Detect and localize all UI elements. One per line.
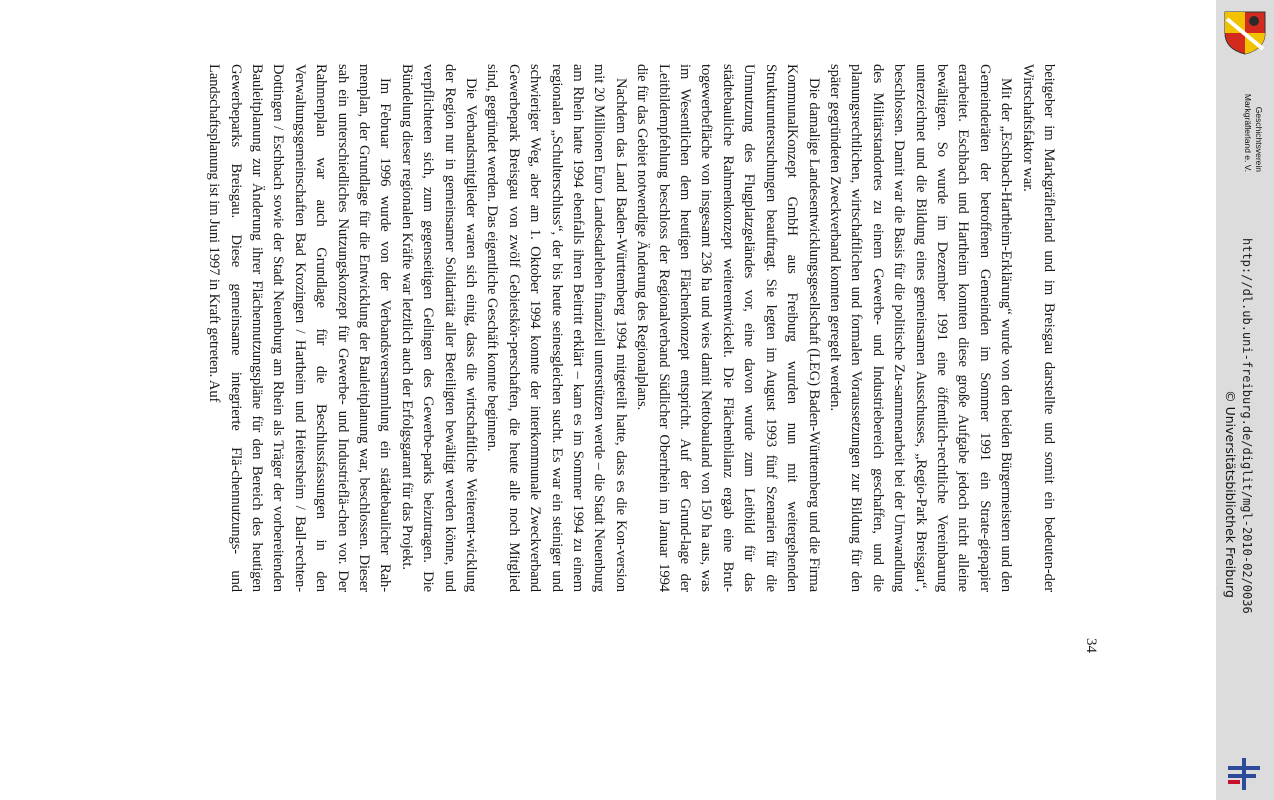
paragraph-4: Nachdem das Land Baden-Württemberg 1994 mitgeteilt hatte, dass es die Kon-version mit 20 Millionen Euro Landesdarlehen finanziell unterstützen werde – die Stadt Neuenburg am Rhein hatte 1994 ebenfalls ihren Beitritt erklärt – kam es im Sommer 1994 zu einem regionalen „Schulterschluss“, der bis heute seinesgleichen sucht. Es war ein steiniger und schwieriger Weg, aber am 1. Oktober 1994 konnte der interkommunale Zweckverband Gewerbepark Breisgau von zwölf Gebietskör-perschaften, die heute alle noch Mitglied sind, gegründet werden. Das eigentliche Geschäft konnte beginnen. bbox=[484, 64, 629, 592]
ub-freiburg-logo-icon bbox=[1222, 752, 1266, 796]
society-line-2: Markgräflerland e. V. bbox=[1243, 93, 1253, 172]
page-number: 34 bbox=[1083, 638, 1099, 653]
source-url[interactable]: http://dl.ub.uni-freiburg.de/diglit/mgl-2010-02/0036 bbox=[1240, 238, 1254, 614]
paragraph-2: Mit der „Eschbach-Hartheim-Erklärung“ wurde von den beiden Bürgermeistern und den Gemeinderäten der betroffenen Gemeinden im Sommer 1991 ein Strate-giepapier erarbeitet. Eschbach und Hartheim konnten diese große Aufgabe jedoch nicht alleine bewältigen. So wurde im Dezember 1991 eine öffentlich-rechtliche Vereinbarung unterzeichnet und die Bildung eines gemeinsamen Ausschusses, „Regio-Park Breisgau“, beschlossen. Damit war die Basis für die politische Zu-sammenarbeit bei der Umwandlung des Militärstandortes zu einem Gewerbe- und Industriebereich geschaffen, und die planungsrechtlichen, wirtschaftlichen und formalen Voraussetzungen zur Bildung für den später gegründeten Zweckverband konnten geregelt werden. bbox=[826, 64, 1015, 592]
coat-of-arms-icon bbox=[1222, 8, 1268, 56]
society-line-1: Geschichtsverein bbox=[1254, 106, 1264, 172]
library-info-strip bbox=[1216, 0, 1274, 800]
paragraph-1: beitgeber im Markgräflerland und im Breisgau darstellte und somit ein bedeuten-der Wirtschaftsfaktor war. bbox=[1019, 64, 1057, 592]
copyright-notice: © Universitätsbibliothek Freiburg bbox=[1223, 390, 1238, 598]
society-name bbox=[1242, 62, 1264, 172]
document-text bbox=[0, 64, 1059, 592]
paragraph-6: Im Februar 1996 wurde von der Verbandsversammlung ein städtebaulicher Rah-menplan, der Grundlage für die Entwicklung der Bauleitplanung war, beschlossen. Dieser sah ein unterschiedliches Nutzungskonzept für Gewerbe- und Industrieflä-chen vor. Der Rahmenplan war auch Grundlage für die Beschlussfassungen in den Verwaltungsgemeinschaften Bad Krozingen / Hartheim und Heitersheim / Ball-rechten-Dottingen / Eschbach sowie der Stadt Neuenburg am Rhein als Träger der vorbereitenden Bauleitplanung zur Änderung ihrer Flächennutzungspläne für den Bereich des heutigen Gewerbeparks Breisgau. Diese gemeinsame integrierte Flä-chennutzungs- und Landschaftsplanung ist im Juni 1997 in Kraft getreten. Auf bbox=[206, 64, 394, 592]
paragraph-3: Die damalige Landesentwicklungsgesellschaft (LEG) Baden-Württemberg und die Firma KommunalKonzept GmbH aus Freiburg wurden nun mit weitergehenden Strukturuntersuchungen beauftragt. Sie legten im August 1993 fünf Szenarien für die Umnutzung des Flugplatzgeländes vor, eine davon wurde zum Leitbild für das städtebauliche Rahmenkonzept weiterentwickelt. Die Flächenbilanz ergab eine Brut-togewerbefläche von insgesamt 236 ha und wies damit Nettobauland von 150 ha aus, was im Wesentlichen dem heutigen Flächenkonzept entspricht. Auf der Grund-lage der Leitbildempfehlung beschloss der Regionalverband Südlicher Oberrhein im Januar 1994 die für das Gebiet notwendige Änderung des Regionalplans. bbox=[634, 64, 822, 592]
paragraph-5: Die Verbandsmitglieder waren sich einig, dass die wirtschaftliche Weiterent-wicklung der Region nur in gemeinsamer Solidarität aller Beteiligten bewältigt werden könne, und verpflichteten sich, zum gegenseitigen Gelingen des Gewerbe-parks beizutragen. Die Bündelung dieser regionalen Kräfte war letztlich auch der Erfolgsgarant für das Projekt. bbox=[398, 64, 480, 592]
